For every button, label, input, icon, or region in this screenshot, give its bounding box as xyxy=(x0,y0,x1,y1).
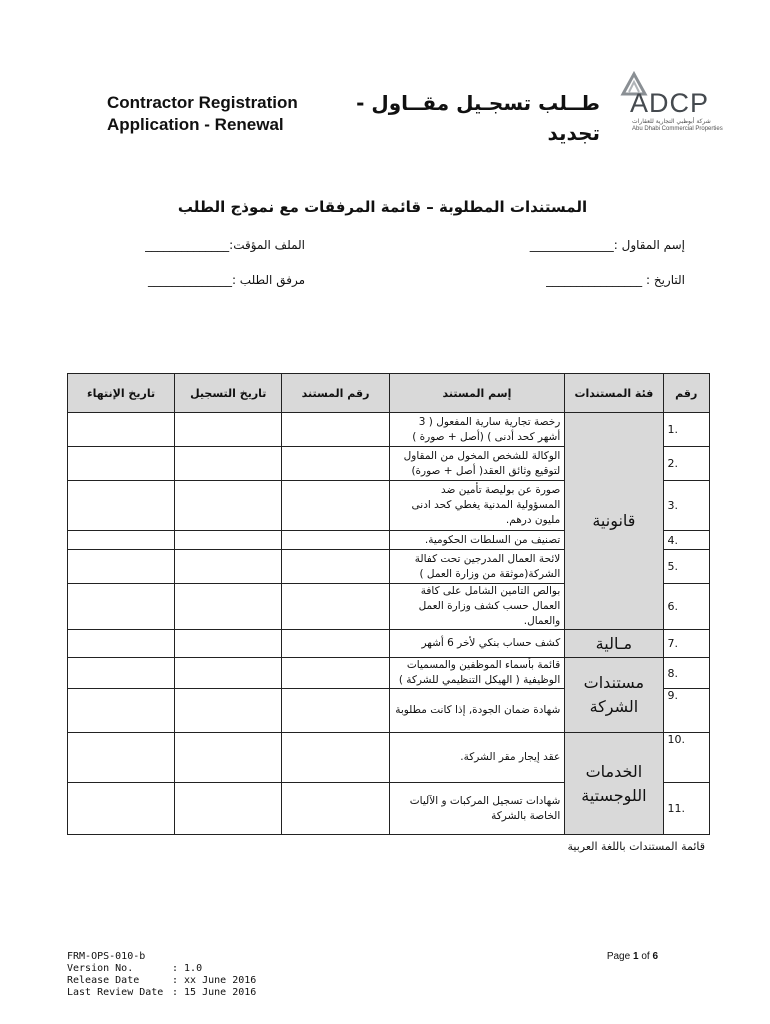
expiry-date-cell[interactable] xyxy=(68,413,175,447)
review-label: Last Review Date xyxy=(67,987,164,998)
release-value: : xx June 2016 xyxy=(172,975,257,986)
header-doc-number: رقم المستند xyxy=(282,374,389,413)
footer-meta xyxy=(67,951,256,999)
row-num: 4. xyxy=(663,531,710,550)
title-arabic xyxy=(340,88,600,148)
header-category: فئة المستندات xyxy=(565,374,663,413)
category-company-docs: مستندات الشركة xyxy=(565,658,663,733)
row-doc-name: تصنيف من السلطات الحكومية. xyxy=(389,531,565,550)
reg-date-cell[interactable] xyxy=(175,531,282,550)
date-field: التاريخ : ________________ xyxy=(546,273,685,287)
row-doc-name: شهادات تسجيل المركبات و الآليات الخاصة بالشركة xyxy=(389,783,565,835)
page-heading: المستندات المطلوبة – قائمة المرفقات مع نموذج الطلب xyxy=(177,198,588,216)
row-doc-name: قائمة بأسماء الموظفين والمسميات الوظيفية ( الهيكل التنظيمي للشركة ) xyxy=(389,658,565,689)
doc-number-cell[interactable] xyxy=(282,630,389,658)
doc-number-cell[interactable] xyxy=(282,689,389,733)
logo-subtitle-arabic: شركة أبوظبي التجارية للعقارات xyxy=(632,118,711,125)
expiry-date-cell[interactable] xyxy=(68,689,175,733)
page-total: 6 xyxy=(652,951,658,962)
reg-date-cell[interactable] xyxy=(175,630,282,658)
row-doc-name: رخصة تجارية سارية المفعول ( 3 أشهر كحد أدنى ) (أصل + صورة ) xyxy=(389,413,565,447)
row-num: 7. xyxy=(663,630,710,658)
header-expiry-date: تاريخ الإنتهاء xyxy=(68,374,175,413)
table-row xyxy=(68,413,710,447)
version-value: : 1.0 xyxy=(172,963,203,974)
attachment-field: مرفق الطلب :______________ xyxy=(147,273,305,287)
reg-date-cell[interactable] xyxy=(175,783,282,835)
row-num: 5. xyxy=(663,550,710,584)
title-english xyxy=(107,92,298,136)
doc-number-cell[interactable] xyxy=(282,733,389,783)
logo-text: ADCP xyxy=(630,88,710,118)
row-doc-name: كشف حساب بنكي لأخر 6 أشهر xyxy=(389,630,565,658)
doc-number-cell[interactable] xyxy=(282,447,389,481)
expiry-date-cell[interactable] xyxy=(68,550,175,584)
reg-date-cell[interactable] xyxy=(175,584,282,630)
row-doc-name: الوكالة للشخص المخول من المقاول لتوقيع وثائق العقد( أصل + صورة) xyxy=(389,447,565,481)
row-doc-name: صورة عن بوليصة تأمين ضد المسؤولية المدنية يغطي كحد ادنى مليون درهم. xyxy=(389,481,565,531)
reg-date-cell[interactable] xyxy=(175,447,282,481)
row-num: 10. xyxy=(663,733,710,783)
table-row xyxy=(68,733,710,783)
title-arabic-line1: طــلب تسجـيل مقــاول - xyxy=(356,91,600,115)
page-of: of xyxy=(641,951,650,962)
row-num: 11. xyxy=(663,783,710,835)
reg-date-cell[interactable] xyxy=(175,658,282,689)
documents-table xyxy=(67,373,710,835)
row-doc-name: شهادة ضمان الجودة, إذا كانت مطلوبة xyxy=(389,689,565,733)
category-logistics: الخدمات اللوجستية xyxy=(565,733,663,835)
reg-date-cell[interactable] xyxy=(175,733,282,783)
row-doc-name: لائحة العمال المدرجين تحت كفالة الشركة(موثقة من وزارة العمل ) xyxy=(389,550,565,584)
doc-number-cell[interactable] xyxy=(282,658,389,689)
expiry-date-cell[interactable] xyxy=(68,447,175,481)
doc-list-label: قائمة المستندات باللغة العربية xyxy=(567,840,705,853)
page-number xyxy=(607,951,658,962)
expiry-date-cell[interactable] xyxy=(68,531,175,550)
table-header-row xyxy=(68,374,710,413)
review-value: : 15 June 2016 xyxy=(172,987,257,998)
reg-date-cell[interactable] xyxy=(175,413,282,447)
doc-number-cell[interactable] xyxy=(282,481,389,531)
adcp-logo xyxy=(615,70,735,140)
doc-number-cell[interactable] xyxy=(282,783,389,835)
contractor-name-field: إسم المقاول :______________ xyxy=(529,238,685,252)
doc-number-cell[interactable] xyxy=(282,413,389,447)
row-num: 8. xyxy=(663,658,710,689)
table-row xyxy=(68,630,710,658)
reg-date-cell[interactable] xyxy=(175,689,282,733)
expiry-date-cell[interactable] xyxy=(68,584,175,630)
header-num: رقم xyxy=(663,374,710,413)
row-num: 6. xyxy=(663,584,710,630)
row-num: 2. xyxy=(663,447,710,481)
row-doc-name: عقد إيجار مقر الشركة. xyxy=(389,733,565,783)
header-reg-date: تاريخ التسجيل xyxy=(175,374,282,413)
doc-number-cell[interactable] xyxy=(282,531,389,550)
table-row xyxy=(68,658,710,689)
reg-date-cell[interactable] xyxy=(175,550,282,584)
expiry-date-cell[interactable] xyxy=(68,481,175,531)
header-doc-name: إسم المستند xyxy=(389,374,565,413)
title-arabic-line2: تجديد xyxy=(547,121,600,145)
expiry-date-cell[interactable] xyxy=(68,630,175,658)
page-word: Page xyxy=(606,951,631,962)
doc-number-cell[interactable] xyxy=(282,584,389,630)
title-english-line1: Contractor Registration xyxy=(107,93,298,112)
category-financial: مـالية xyxy=(565,630,663,658)
expiry-date-cell[interactable] xyxy=(68,733,175,783)
logo-subtitle-english: Abu Dhabi Commercial Properties xyxy=(632,126,723,132)
row-num: 3. xyxy=(663,481,710,531)
version-label: Version No. xyxy=(67,963,134,974)
form-code: FRM-OPS-010-b xyxy=(67,951,146,962)
expiry-date-cell[interactable] xyxy=(68,658,175,689)
reg-date-cell[interactable] xyxy=(175,481,282,531)
doc-number-cell[interactable] xyxy=(282,550,389,584)
row-num: 9. xyxy=(663,689,710,733)
row-num: 1. xyxy=(663,413,710,447)
page-current: 1 xyxy=(632,951,639,962)
expiry-date-cell[interactable] xyxy=(68,783,175,835)
category-legal: قانونية xyxy=(565,413,663,630)
row-doc-name: بوالص التامين الشامل على كافة العمال حسب كشف وزارة العمل والعمال. xyxy=(389,584,565,630)
temp-file-field: الملف المؤقت:______________ xyxy=(145,238,305,252)
release-label: Release Date xyxy=(67,975,140,986)
title-english-line2: Application - Renewal xyxy=(107,115,284,134)
